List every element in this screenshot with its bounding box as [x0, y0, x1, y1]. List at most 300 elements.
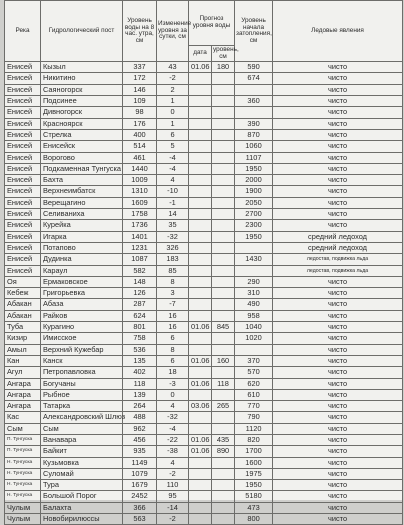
header-post: Гидрологический пост [41, 1, 123, 62]
forecast-level-cell [212, 265, 235, 276]
table-row [5, 367, 403, 378]
forecast-level-cell [212, 84, 235, 95]
forecast-level-cell [212, 73, 235, 84]
forecast-level-cell [212, 197, 235, 208]
forecast-level-cell [212, 491, 235, 502]
forecast-level-cell [212, 254, 235, 265]
level-cell: 176 [123, 118, 157, 129]
ice-cell: чисто [273, 322, 403, 333]
forecast-level-cell [212, 502, 235, 513]
level-cell: 1310 [123, 186, 157, 197]
forecast-date-cell [189, 118, 212, 129]
change-cell: 16 [157, 322, 189, 333]
river-cell: Енисей [5, 163, 41, 174]
flood-start-cell: 570 [235, 367, 273, 378]
forecast-date-cell: 01.06 [189, 378, 212, 389]
river-cell: П. Тунгуска [5, 446, 41, 457]
table-row [5, 423, 403, 434]
change-cell: 5 [157, 141, 189, 152]
level-cell: 337 [123, 62, 157, 73]
table-row [5, 491, 403, 502]
level-cell: 1401 [123, 231, 157, 242]
level-cell: 287 [123, 299, 157, 310]
forecast-level-cell [212, 299, 235, 310]
level-cell: 146 [123, 84, 157, 95]
level-cell: 488 [123, 412, 157, 423]
post-cell: Суломай [41, 468, 123, 479]
table-row [5, 209, 403, 220]
post-cell: Никитино [41, 73, 123, 84]
river-cell: Енисей [5, 152, 41, 163]
river-cell: Оя [5, 276, 41, 287]
flood-start-cell: 1600 [235, 457, 273, 468]
river-cell: Енисей [5, 231, 41, 242]
level-cell: 536 [123, 344, 157, 355]
flood-start-cell [235, 107, 273, 118]
post-cell: Потапово [41, 242, 123, 253]
flood-start-cell: 290 [235, 276, 273, 287]
forecast-date-cell [189, 84, 212, 95]
table-row [5, 457, 403, 468]
table-row [5, 175, 403, 186]
river-cell: Ангара [5, 401, 41, 412]
river-cell: Абакан [5, 310, 41, 321]
level-cell: 402 [123, 367, 157, 378]
post-cell: Ванавара [41, 434, 123, 445]
forecast-date-cell [189, 288, 212, 299]
post-cell: Тура [41, 480, 123, 491]
forecast-date-cell [189, 254, 212, 265]
river-cell: Абакан [5, 299, 41, 310]
ice-cell: чисто [273, 401, 403, 412]
forecast-level-cell [212, 141, 235, 152]
level-cell: 172 [123, 73, 157, 84]
ice-cell: чисто [273, 344, 403, 355]
change-cell: -22 [157, 434, 189, 445]
header-river: Река [5, 1, 41, 62]
post-cell: Большой Порог [41, 491, 123, 502]
forecast-date-cell [189, 242, 212, 253]
table-row [5, 84, 403, 95]
change-cell: 95 [157, 491, 189, 502]
ice-cell: чисто [273, 367, 403, 378]
post-cell: Верхнеимбатск [41, 186, 123, 197]
forecast-date-cell [189, 310, 212, 321]
forecast-date-cell [189, 491, 212, 502]
ice-cell: ледостав, подвижка льда [273, 254, 403, 265]
table-row [5, 152, 403, 163]
forecast-level-cell: 265 [212, 401, 235, 412]
table-row [5, 265, 403, 276]
table-row [5, 62, 403, 73]
ice-cell: чисто [273, 220, 403, 231]
forecast-date-cell [189, 186, 212, 197]
change-cell: 4 [157, 401, 189, 412]
ice-cell: ледостав, подвижка льда [273, 265, 403, 276]
ice-cell: чисто [273, 118, 403, 129]
table-row [5, 355, 403, 366]
flood-start-cell: 674 [235, 73, 273, 84]
level-cell: 758 [123, 333, 157, 344]
post-cell: Кызыл [41, 62, 123, 73]
forecast-level-cell [212, 107, 235, 118]
flood-start-cell: 770 [235, 401, 273, 412]
river-cell: П. Тунгуска [5, 434, 41, 445]
change-cell: -10 [157, 186, 189, 197]
table-row [5, 220, 403, 231]
hydrology-table [4, 0, 403, 525]
table-row [5, 231, 403, 242]
change-cell: 4 [157, 175, 189, 186]
post-cell: Верхний Кужебар [41, 344, 123, 355]
table-row [5, 480, 403, 491]
forecast-level-cell [212, 175, 235, 186]
change-cell: -14 [157, 502, 189, 513]
forecast-level-cell: 160 [212, 355, 235, 366]
forecast-date-cell [189, 96, 212, 107]
forecast-date-cell [189, 412, 212, 423]
forecast-date-cell [189, 175, 212, 186]
level-cell: 98 [123, 107, 157, 118]
table-row [5, 118, 403, 129]
level-cell: 935 [123, 446, 157, 457]
post-cell: Дивногорск [41, 107, 123, 118]
forecast-level-cell [212, 288, 235, 299]
post-cell: Бахта [41, 175, 123, 186]
post-cell: Александровский Шлюз [41, 412, 123, 423]
post-cell: Ермаковское [41, 276, 123, 287]
river-cell: Чулым [5, 514, 41, 525]
ice-cell: чисто [273, 84, 403, 95]
flood-start-cell: 620 [235, 378, 273, 389]
ice-cell: чисто [273, 434, 403, 445]
forecast-date-cell [189, 423, 212, 434]
river-cell: Кебеж [5, 288, 41, 299]
flood-start-cell: 590 [235, 62, 273, 73]
post-cell: Игарка [41, 231, 123, 242]
flood-start-cell: 1107 [235, 152, 273, 163]
table-row [5, 197, 403, 208]
river-cell: Енисей [5, 197, 41, 208]
change-cell: 35 [157, 220, 189, 231]
forecast-date-cell [189, 231, 212, 242]
flood-start-cell: 370 [235, 355, 273, 366]
level-cell: 962 [123, 423, 157, 434]
post-cell: Новобирилюссы [41, 514, 123, 525]
river-cell: Сым [5, 423, 41, 434]
forecast-level-cell [212, 242, 235, 253]
ice-cell: чисто [273, 107, 403, 118]
flood-start-cell: 1950 [235, 231, 273, 242]
ice-cell: чисто [273, 355, 403, 366]
river-cell: Енисей [5, 129, 41, 140]
forecast-level-cell [212, 231, 235, 242]
forecast-level-cell [212, 412, 235, 423]
level-cell: 135 [123, 355, 157, 366]
river-cell: Енисей [5, 265, 41, 276]
header-flood-start: Уровень начала затопления, см [235, 1, 273, 62]
forecast-date-cell [189, 265, 212, 276]
forecast-level-cell: 118 [212, 378, 235, 389]
forecast-level-cell [212, 96, 235, 107]
forecast-date-cell [189, 129, 212, 140]
change-cell: 326 [157, 242, 189, 253]
post-cell: Ворогово [41, 152, 123, 163]
forecast-date-cell [189, 152, 212, 163]
flood-start-cell: 1950 [235, 163, 273, 174]
river-cell: Ангара [5, 389, 41, 400]
post-cell: Канск [41, 355, 123, 366]
forecast-date-cell [189, 468, 212, 479]
level-cell: 624 [123, 310, 157, 321]
table-row [5, 502, 403, 513]
flood-start-cell: 1900 [235, 186, 273, 197]
river-cell: Н. Тунгуска [5, 457, 41, 468]
forecast-date-cell [189, 276, 212, 287]
river-cell: Енисей [5, 175, 41, 186]
level-cell: 1009 [123, 175, 157, 186]
forecast-level-cell: 845 [212, 322, 235, 333]
post-cell: Абаза [41, 299, 123, 310]
flood-start-cell [235, 344, 273, 355]
change-cell: -4 [157, 163, 189, 174]
table-row [5, 299, 403, 310]
post-cell: Байкит [41, 446, 123, 457]
table-row [5, 141, 403, 152]
forecast-level-cell [212, 310, 235, 321]
post-cell: Селиваниха [41, 209, 123, 220]
forecast-level-cell [212, 468, 235, 479]
ice-cell: чисто [273, 141, 403, 152]
forecast-level-cell [212, 480, 235, 491]
flood-start-cell [235, 265, 273, 276]
flood-start-cell: 958 [235, 310, 273, 321]
forecast-date-cell: 01.06 [189, 62, 212, 73]
ice-cell: чисто [273, 468, 403, 479]
level-cell: 139 [123, 389, 157, 400]
post-cell: Петропавловка [41, 367, 123, 378]
forecast-level-cell [212, 118, 235, 129]
forecast-level-cell [212, 186, 235, 197]
table-row [5, 344, 403, 355]
flood-start-cell: 390 [235, 118, 273, 129]
ice-cell: чисто [273, 514, 403, 525]
level-cell: 1440 [123, 163, 157, 174]
ice-cell: чисто [273, 502, 403, 513]
post-cell: Кузьмовка [41, 457, 123, 468]
table-row [5, 310, 403, 321]
forecast-level-cell [212, 514, 235, 525]
change-cell: 6 [157, 355, 189, 366]
change-cell: 85 [157, 265, 189, 276]
post-cell: Верещагино [41, 197, 123, 208]
level-cell: 1609 [123, 197, 157, 208]
ice-cell: чисто [273, 62, 403, 73]
flood-start-cell: 360 [235, 96, 273, 107]
ice-cell: чисто [273, 457, 403, 468]
change-cell: -1 [157, 197, 189, 208]
change-cell: -32 [157, 231, 189, 242]
forecast-level-cell [212, 209, 235, 220]
post-cell: Рыбное [41, 389, 123, 400]
table-row [5, 401, 403, 412]
post-cell: Курагино [41, 322, 123, 333]
change-cell: -7 [157, 299, 189, 310]
level-cell: 148 [123, 276, 157, 287]
post-cell: Стрелка [41, 129, 123, 140]
change-cell: -4 [157, 152, 189, 163]
change-cell: 43 [157, 62, 189, 73]
level-cell: 1736 [123, 220, 157, 231]
forecast-date-cell [189, 209, 212, 220]
table-body [5, 62, 403, 525]
post-cell: Подкаменная Тунгуска [41, 163, 123, 174]
ice-cell: чисто [273, 491, 403, 502]
forecast-date-cell: 01.06 [189, 355, 212, 366]
ice-cell: средний ледоход [273, 231, 403, 242]
ice-cell: чисто [273, 412, 403, 423]
level-cell: 1149 [123, 457, 157, 468]
header-forecast-date: дата [189, 46, 212, 62]
forecast-level-cell [212, 344, 235, 355]
flood-start-cell: 790 [235, 412, 273, 423]
forecast-level-cell [212, 129, 235, 140]
forecast-level-cell [212, 389, 235, 400]
change-cell: 3 [157, 288, 189, 299]
level-cell: 400 [123, 129, 157, 140]
level-cell: 1758 [123, 209, 157, 220]
ice-cell: чисто [273, 152, 403, 163]
flood-start-cell: 1430 [235, 254, 273, 265]
forecast-level-cell [212, 276, 235, 287]
change-cell: -4 [157, 423, 189, 434]
flood-start-cell: 5180 [235, 491, 273, 502]
forecast-date-cell [189, 514, 212, 525]
river-cell: Кас [5, 412, 41, 423]
forecast-date-cell [189, 502, 212, 513]
table-row [5, 186, 403, 197]
ice-cell: чисто [273, 446, 403, 457]
ice-cell: чисто [273, 163, 403, 174]
change-cell: -3 [157, 378, 189, 389]
forecast-level-cell [212, 423, 235, 434]
river-cell: Туба [5, 322, 41, 333]
post-cell: Богучаны [41, 378, 123, 389]
forecast-level-cell [212, 367, 235, 378]
table-row [5, 242, 403, 253]
ice-cell: средний ледоход [273, 242, 403, 253]
level-cell: 118 [123, 378, 157, 389]
report-sheet [4, 0, 402, 524]
change-cell: 1 [157, 96, 189, 107]
change-cell: -2 [157, 468, 189, 479]
forecast-level-cell [212, 163, 235, 174]
change-cell: -2 [157, 73, 189, 84]
table-row [5, 389, 403, 400]
table-row [5, 276, 403, 287]
ice-cell: чисто [273, 299, 403, 310]
table-row [5, 434, 403, 445]
river-cell: Енисей [5, 107, 41, 118]
flood-start-cell: 1700 [235, 446, 273, 457]
flood-start-cell: 1040 [235, 322, 273, 333]
forecast-level-cell: 180 [212, 62, 235, 73]
change-cell: 0 [157, 389, 189, 400]
forecast-level-cell [212, 333, 235, 344]
post-cell: Имисское [41, 333, 123, 344]
river-cell: Кизир [5, 333, 41, 344]
level-cell: 582 [123, 265, 157, 276]
post-cell: Балахта [41, 502, 123, 513]
river-cell: Чулым [5, 502, 41, 513]
level-cell: 514 [123, 141, 157, 152]
change-cell: 2 [157, 84, 189, 95]
level-cell: 366 [123, 502, 157, 513]
river-cell: Н. Тунгуска [5, 468, 41, 479]
flood-start-cell: 2050 [235, 197, 273, 208]
table-row [5, 378, 403, 389]
flood-start-cell: 1120 [235, 423, 273, 434]
river-cell: Енисей [5, 141, 41, 152]
forecast-date-cell [189, 197, 212, 208]
ice-cell: чисто [273, 186, 403, 197]
post-cell: Саяногорск [41, 84, 123, 95]
forecast-date-cell [189, 344, 212, 355]
forecast-level-cell: 890 [212, 446, 235, 457]
change-cell: 18 [157, 367, 189, 378]
table-row [5, 446, 403, 457]
change-cell: 110 [157, 480, 189, 491]
ice-cell: чисто [273, 209, 403, 220]
table-row [5, 322, 403, 333]
river-cell: Н. Тунгуска [5, 480, 41, 491]
post-cell: Сым [41, 423, 123, 434]
table-row [5, 412, 403, 423]
header-level: Уровень воды на 8 час. утра, см [123, 1, 157, 62]
level-cell: 1679 [123, 480, 157, 491]
flood-start-cell: 1975 [235, 468, 273, 479]
flood-start-cell: 2700 [235, 209, 273, 220]
change-cell: 6 [157, 333, 189, 344]
flood-start-cell: 473 [235, 502, 273, 513]
forecast-date-cell [189, 107, 212, 118]
change-cell: 8 [157, 276, 189, 287]
river-cell: Енисей [5, 62, 41, 73]
change-cell: -2 [157, 514, 189, 525]
forecast-level-cell [212, 457, 235, 468]
post-cell: Татарка [41, 401, 123, 412]
level-cell: 1087 [123, 254, 157, 265]
ice-cell: чисто [273, 197, 403, 208]
forecast-date-cell: 01.06 [189, 322, 212, 333]
header-change: Изменение уровня за сутки, см [157, 1, 189, 62]
post-cell: Енисейск [41, 141, 123, 152]
ice-cell: чисто [273, 310, 403, 321]
level-cell: 456 [123, 434, 157, 445]
ice-cell: чисто [273, 96, 403, 107]
river-cell: Енисей [5, 96, 41, 107]
river-cell: Енисей [5, 242, 41, 253]
river-cell: Ангара [5, 378, 41, 389]
level-cell: 264 [123, 401, 157, 412]
flood-start-cell: 1060 [235, 141, 273, 152]
flood-start-cell: 820 [235, 434, 273, 445]
river-cell: Енисей [5, 73, 41, 84]
forecast-level-cell [212, 152, 235, 163]
level-cell: 126 [123, 288, 157, 299]
table-row [5, 163, 403, 174]
river-cell: Енисей [5, 186, 41, 197]
